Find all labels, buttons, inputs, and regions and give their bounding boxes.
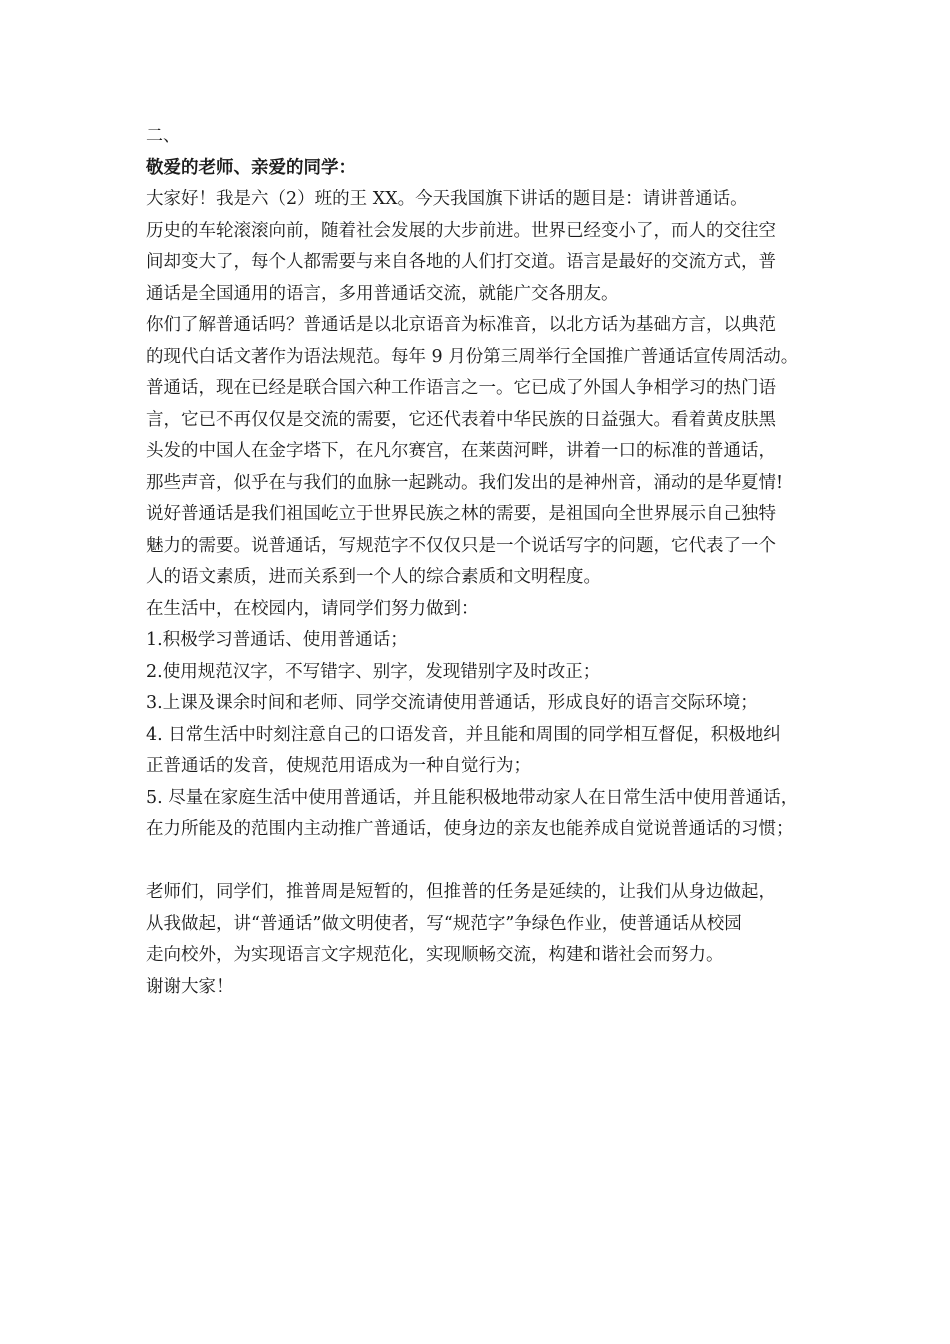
paragraph-line: 普通话，现在已经是联合国六种工作语言之一。它已成了外国人争相学习的热门语	[146, 378, 776, 398]
list-item-line: 5. 尽量在家庭生活中使用普通话，并且能积极地带动家人在日常生活中使用普通话，	[146, 787, 799, 808]
paragraph-line: 魅力的需要。说普通话，写规范字不仅仅只是一个说话写字的问题，它代表了一个	[146, 535, 776, 556]
paragraph-line: 你们了解普通话吗？普通话是以北京语音为标准音，以北方话为基础方言，以典范	[146, 315, 776, 335]
list-item-2: 2.使用规范汉字，不写错字、别字，发现错别字及时改正；	[146, 661, 601, 682]
paragraph-line: 那些声音，似乎在与我们的血脉一起跳动。我们发出的是神州音，涌动的是华夏情!	[146, 472, 784, 493]
paragraph-standard	[146, 310, 862, 373]
section-number: 二、	[146, 126, 180, 146]
paragraph-line: 通话是全国通用的语言，多用普通话交流，就能广交各朋友。	[146, 283, 619, 304]
list-item-line: 正普通话的发音，使规范用语成为一种自觉行为；	[146, 756, 531, 776]
paragraph-line: 历史的车轮滚滚向前，随着社会发展的大步前进。世界已经变小了，而人的交往空	[146, 220, 776, 241]
list-item-4	[146, 720, 862, 783]
paragraph-history	[146, 216, 862, 311]
paragraph-line: 言，它已不再仅仅是交流的需要，它还代表着中华民族的日益强大。看着黄皮肤黑	[146, 409, 776, 430]
list-item-line: 4. 日常生活中时刻注意自己的口语发音，并且能和周围的同学相互督促，积极地纠	[146, 724, 781, 745]
list-item-5	[146, 783, 862, 846]
list-item-line: 在力所能及的范围内主动推广普通话，使身边的亲友也能养成自觉说普通话的习惯；	[146, 819, 794, 839]
list-item-1: 1.积极学习普通话、使用普通话；	[146, 630, 408, 650]
paragraph-line: 说好普通话是我们祖国屹立于世界民族之林的需要，是祖国向全世界展示自己独特	[146, 504, 776, 524]
paragraph-line: 人的语文素质，进而关系到一个人的综合素质和文明程度。	[146, 567, 601, 587]
paragraph-call-to-action: 在生活中，在校园内，请同学们努力做到：	[146, 598, 479, 619]
paragraph-un-language	[146, 373, 862, 499]
paragraph-line: 头发的中国人在金字塔下，在凡尔赛宫，在莱茵河畔，讲着一口的标准的普通话，	[146, 441, 776, 461]
blank-line	[146, 846, 862, 878]
list-item-3: 3.上课及课余时间和老师、同学交流请使用普通话，形成良好的语言交际环境；	[146, 693, 758, 713]
paragraph-line: 从我做起，讲“普通话”做文明使者，写“规范字”争绿色作业，使普通话从校园	[146, 913, 742, 934]
paragraph-line: 走向校外，为实现语言文字规范化，实现顺畅交流，构建和谐社会而努力。	[146, 945, 724, 965]
closing-paragraph	[146, 877, 862, 972]
paragraph-line: 老师们，同学们，推普周是短暂的，但推普的任务是延续的，让我们从身边做起，	[146, 882, 776, 902]
intro-paragraph: 大家好！我是六（2）班的王 XX。今天我国旗下讲话的题目是：请讲普通话。	[146, 189, 748, 209]
paragraph-line: 间却变大了，每个人都需要与来自各地的人们打交道。语言是最好的交流方式，普	[146, 252, 776, 272]
paragraph-line: 的现代白话文著作为语法规范。每年 9 月份第三周举行全国推广普通话宣传周活动。	[146, 346, 799, 367]
thanks-line: 谢谢大家！	[146, 976, 234, 997]
document-body	[146, 121, 862, 1003]
salutation: 敬爱的老师、亲爱的同学：	[146, 157, 356, 178]
paragraph-national-need	[146, 499, 862, 594]
